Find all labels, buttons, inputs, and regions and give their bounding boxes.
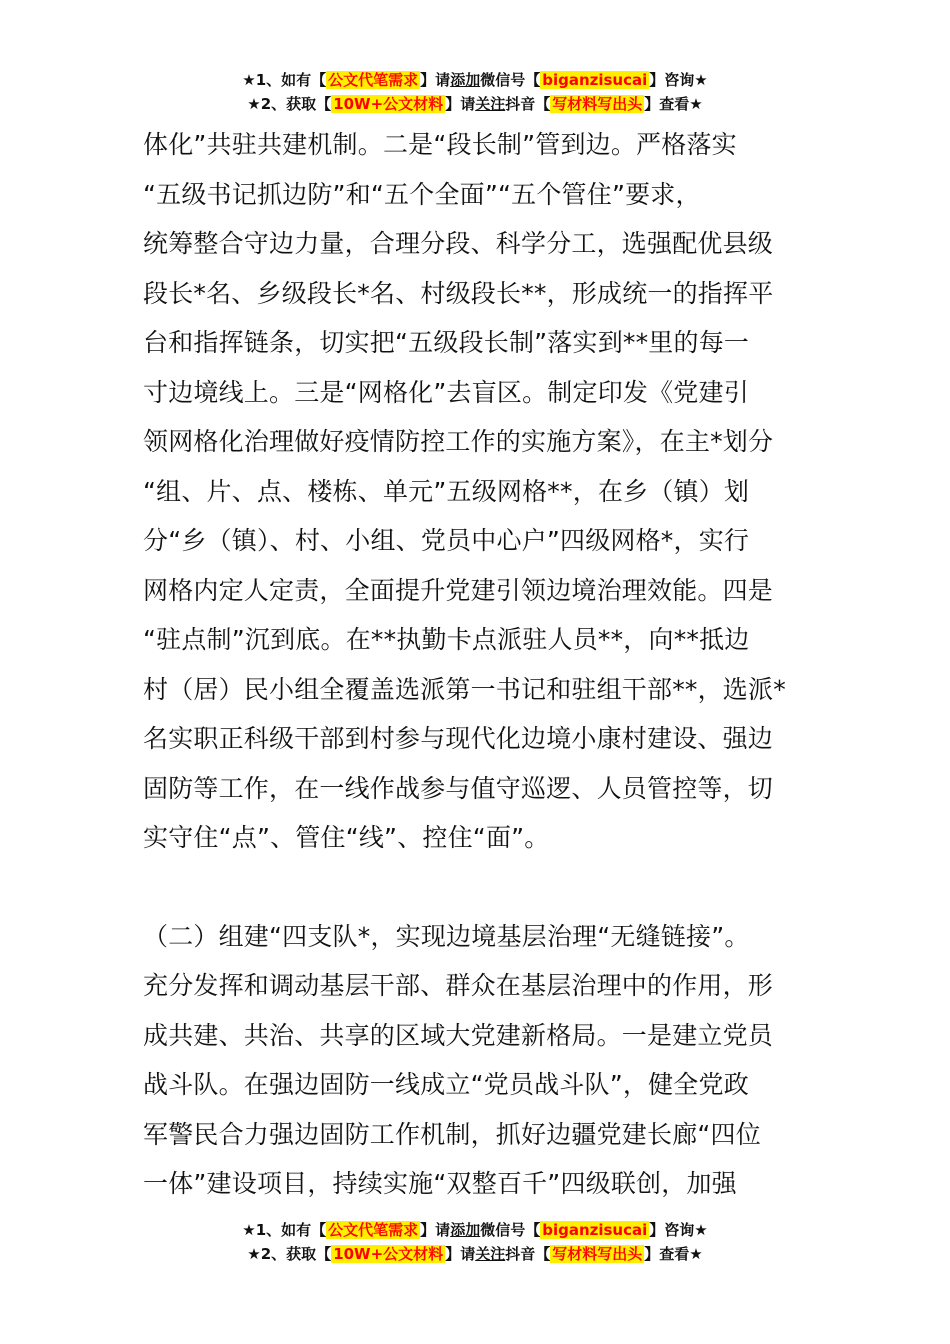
text-line: 充分发挥和调动基层干部、群众在基层治理中的作用，形	[143, 971, 774, 1000]
banner-text: 】咨询★	[649, 1221, 708, 1239]
text-line: 网格内定人定责，全面提升党建引领边境治理效能。四是	[143, 575, 774, 605]
banner-underlined-text: 关注	[475, 95, 506, 113]
highlight-materials: 10W+公文材料	[333, 95, 444, 113]
banner-text: 】请	[445, 1245, 476, 1263]
banner-text: 抖音【	[505, 1245, 551, 1263]
highlight-wechat-id: biganzisucai	[542, 1221, 648, 1239]
header-banner	[0, 68, 950, 116]
banner-text: 】查看★	[644, 95, 703, 113]
paragraph-gap	[143, 863, 813, 912]
highlight-service: 公文代笔需求	[328, 1221, 419, 1239]
banner-text: ★2、获取【	[247, 1245, 332, 1263]
banner-text: 】请	[420, 1221, 451, 1239]
document-body	[143, 120, 813, 1209]
text-line: 战斗队。在强边固防一线成立“党员战斗队”，健全党政	[143, 1070, 749, 1099]
banner-line-2	[0, 1242, 950, 1266]
text-line: 寸边境线上。三是“网格化”去盲区。制定印发《党建引	[143, 377, 749, 407]
banner-text: ★1、如有【	[242, 71, 327, 89]
banner-text: 】请	[420, 71, 451, 89]
text-line: 成共建、共治、共享的区域大党建新格局。一是建立党员	[143, 1020, 774, 1050]
banner-text: 】请	[445, 95, 476, 113]
paragraph-2	[143, 912, 813, 1209]
text-line: 实守住“点”、管住“线”、控住“面”。	[143, 823, 550, 852]
text-line: 名实职正科级干部到村参与现代化边境小康村建设、强边	[143, 724, 774, 753]
text-line: 固防等工作，在一线作战参与值守巡逻、人员管控等，切	[143, 773, 774, 803]
banner-underlined-text: 添加	[450, 71, 481, 89]
text-line: “驻点制”沉到底。在**执勤卡点派驻人员**，向**抵边	[143, 625, 750, 654]
text-line: “五级书记抓边防”和“五个全面”“五个管住”要求，	[143, 179, 701, 209]
text-line: 领网格化治理做好疫情防控工作的实施方案》，在主*划分	[143, 427, 774, 456]
banner-underlined-text: 关注	[475, 1245, 506, 1263]
banner-line-1	[0, 1218, 950, 1242]
banner-text: 抖音【	[505, 95, 551, 113]
highlight-materials: 10W+公文材料	[333, 1245, 444, 1263]
text-line: “组、片、点、楼栋、单元”五级网格**，在乡（镇）划	[143, 476, 750, 506]
text-line: 段长*名、乡级段长*名、村级段长**，形成统一的指挥平	[143, 278, 774, 308]
text-line: 一体”建设项目，持续实施“双整百千”四级联创，加强	[143, 1169, 737, 1198]
section-heading-line: （二）组建“四支队*，实现边境基层治理“无缝链接”。	[143, 921, 750, 951]
banner-underlined-text: 添加	[450, 1221, 481, 1239]
text-line: 体化”共驻共建机制。二是“段长制”管到边。严格落实	[143, 130, 737, 159]
banner-text: ★2、获取【	[247, 95, 332, 113]
banner-text: 微信号【	[480, 71, 541, 89]
highlight-service: 公文代笔需求	[328, 71, 419, 89]
banner-line-2	[0, 92, 950, 116]
text-line: 军警民合力强边固防工作机制，抓好边疆党建长廊“四位	[143, 1119, 761, 1149]
banner-text: 】查看★	[644, 1245, 703, 1263]
text-line: 台和指挥链条，切实把“五级段长制”落实到**里的每一	[143, 328, 750, 357]
highlight-douyin: 写材料写出头	[552, 95, 643, 113]
banner-text: ★1、如有【	[242, 1221, 327, 1239]
banner-line-1	[0, 68, 950, 92]
footer-banner	[0, 1218, 950, 1266]
text-line: 村（居）民小组全覆盖选派第一书记和驻组干部**，选派*	[143, 674, 786, 704]
paragraph-1	[143, 120, 813, 863]
highlight-wechat-id: biganzisucai	[542, 71, 648, 89]
banner-text: 微信号【	[480, 1221, 541, 1239]
banner-text: 】咨询★	[649, 71, 708, 89]
text-line: 统筹整合守边力量，合理分段、科学分工，选强配优县级	[143, 229, 774, 258]
highlight-douyin: 写材料写出头	[552, 1245, 643, 1263]
text-line: 分“乡（镇）、村、小组、党员中心户”四级网格*，实行	[143, 526, 750, 555]
